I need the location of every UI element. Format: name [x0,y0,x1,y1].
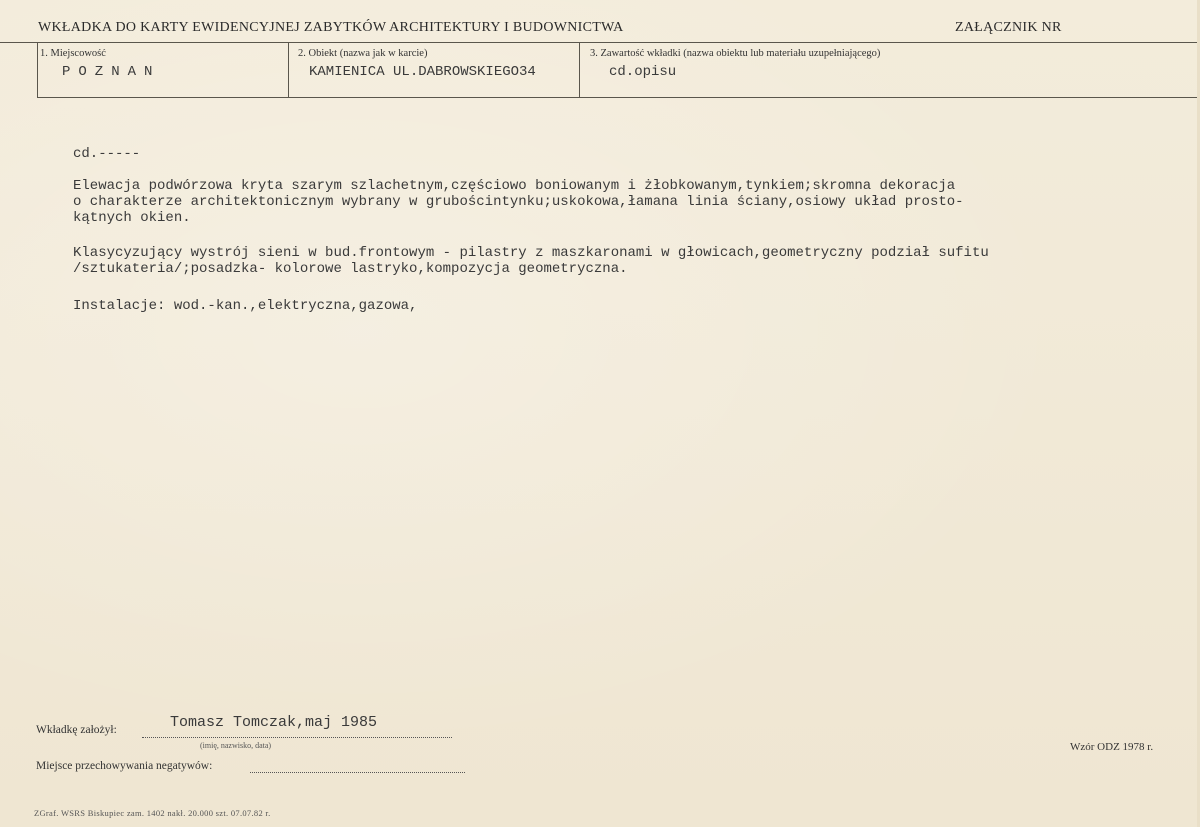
paragraph-line: Elewacja podwórzowa kryta szarym szlachetnym,częściowo boniowanym i żłobkowanym,tynkiem;skromna dekoracja [73,178,956,194]
field-divider-2 [579,42,580,98]
author-label: Wkładkę założył: [36,724,117,736]
negatives-dotted-line [250,772,465,773]
continuation-marker: cd.----- [73,146,141,162]
place-label: 1. Miejscowość [40,48,106,59]
object-value: KAMIENICA UL.DABROWSKIEGO34 [309,64,536,80]
author-dotted-line [142,737,452,738]
header-rule [0,42,1200,43]
paragraph-line: Instalacje: wod.-kan.,elektryczna,gazowa, [73,298,418,314]
content-label: 3. Zawartość wkładki (nazwa obiektu lub materiału uzupełniającego) [590,48,881,59]
negatives-label: Miejsce przechowywania negatywów: [36,760,213,772]
content-value: cd.opisu [609,64,677,80]
card-title: WKŁADKA DO KARTY EWIDENCYJNEJ ZABYTKÓW ARCHITEKTURY I BUDOWNICTWA [38,20,624,35]
paragraph-line: o charakterze architektonicznym wybrany w grubościntynku;uskokowa,łamana linia ściany,osiowy układ prosto- [73,194,964,210]
fields-bottom-rule [37,97,1200,98]
author-value: Tomasz Tomczak,maj 1985 [170,714,378,731]
form-model: Wzór ODZ 1978 r. [1070,741,1154,753]
object-label: 2. Obiekt (nazwa jak w karcie) [298,48,428,59]
print-info: ZGraf. WSRS Biskupiec zam. 1402 nakł. 20.000 szt. 07.07.82 r. [34,808,271,818]
field-divider-1 [288,42,289,98]
annex-label: ZAŁĄCZNIK NR [955,20,1062,35]
place-value: POZNAN [62,64,161,80]
author-hint: (imię, nazwisko, data) [200,741,272,750]
paragraph-line: kątnych okien. [73,210,191,226]
field-border-left [37,42,38,98]
paragraph-line: Klasycyzujący wystrój sieni w bud.frontowym - pilastry z maszkaronami w głowicach,geometryczny podział sufitu [73,245,989,261]
paragraph-line: /sztukateria/;posadzka- kolorowe lastryko,kompozycja geometryczna. [73,261,628,277]
